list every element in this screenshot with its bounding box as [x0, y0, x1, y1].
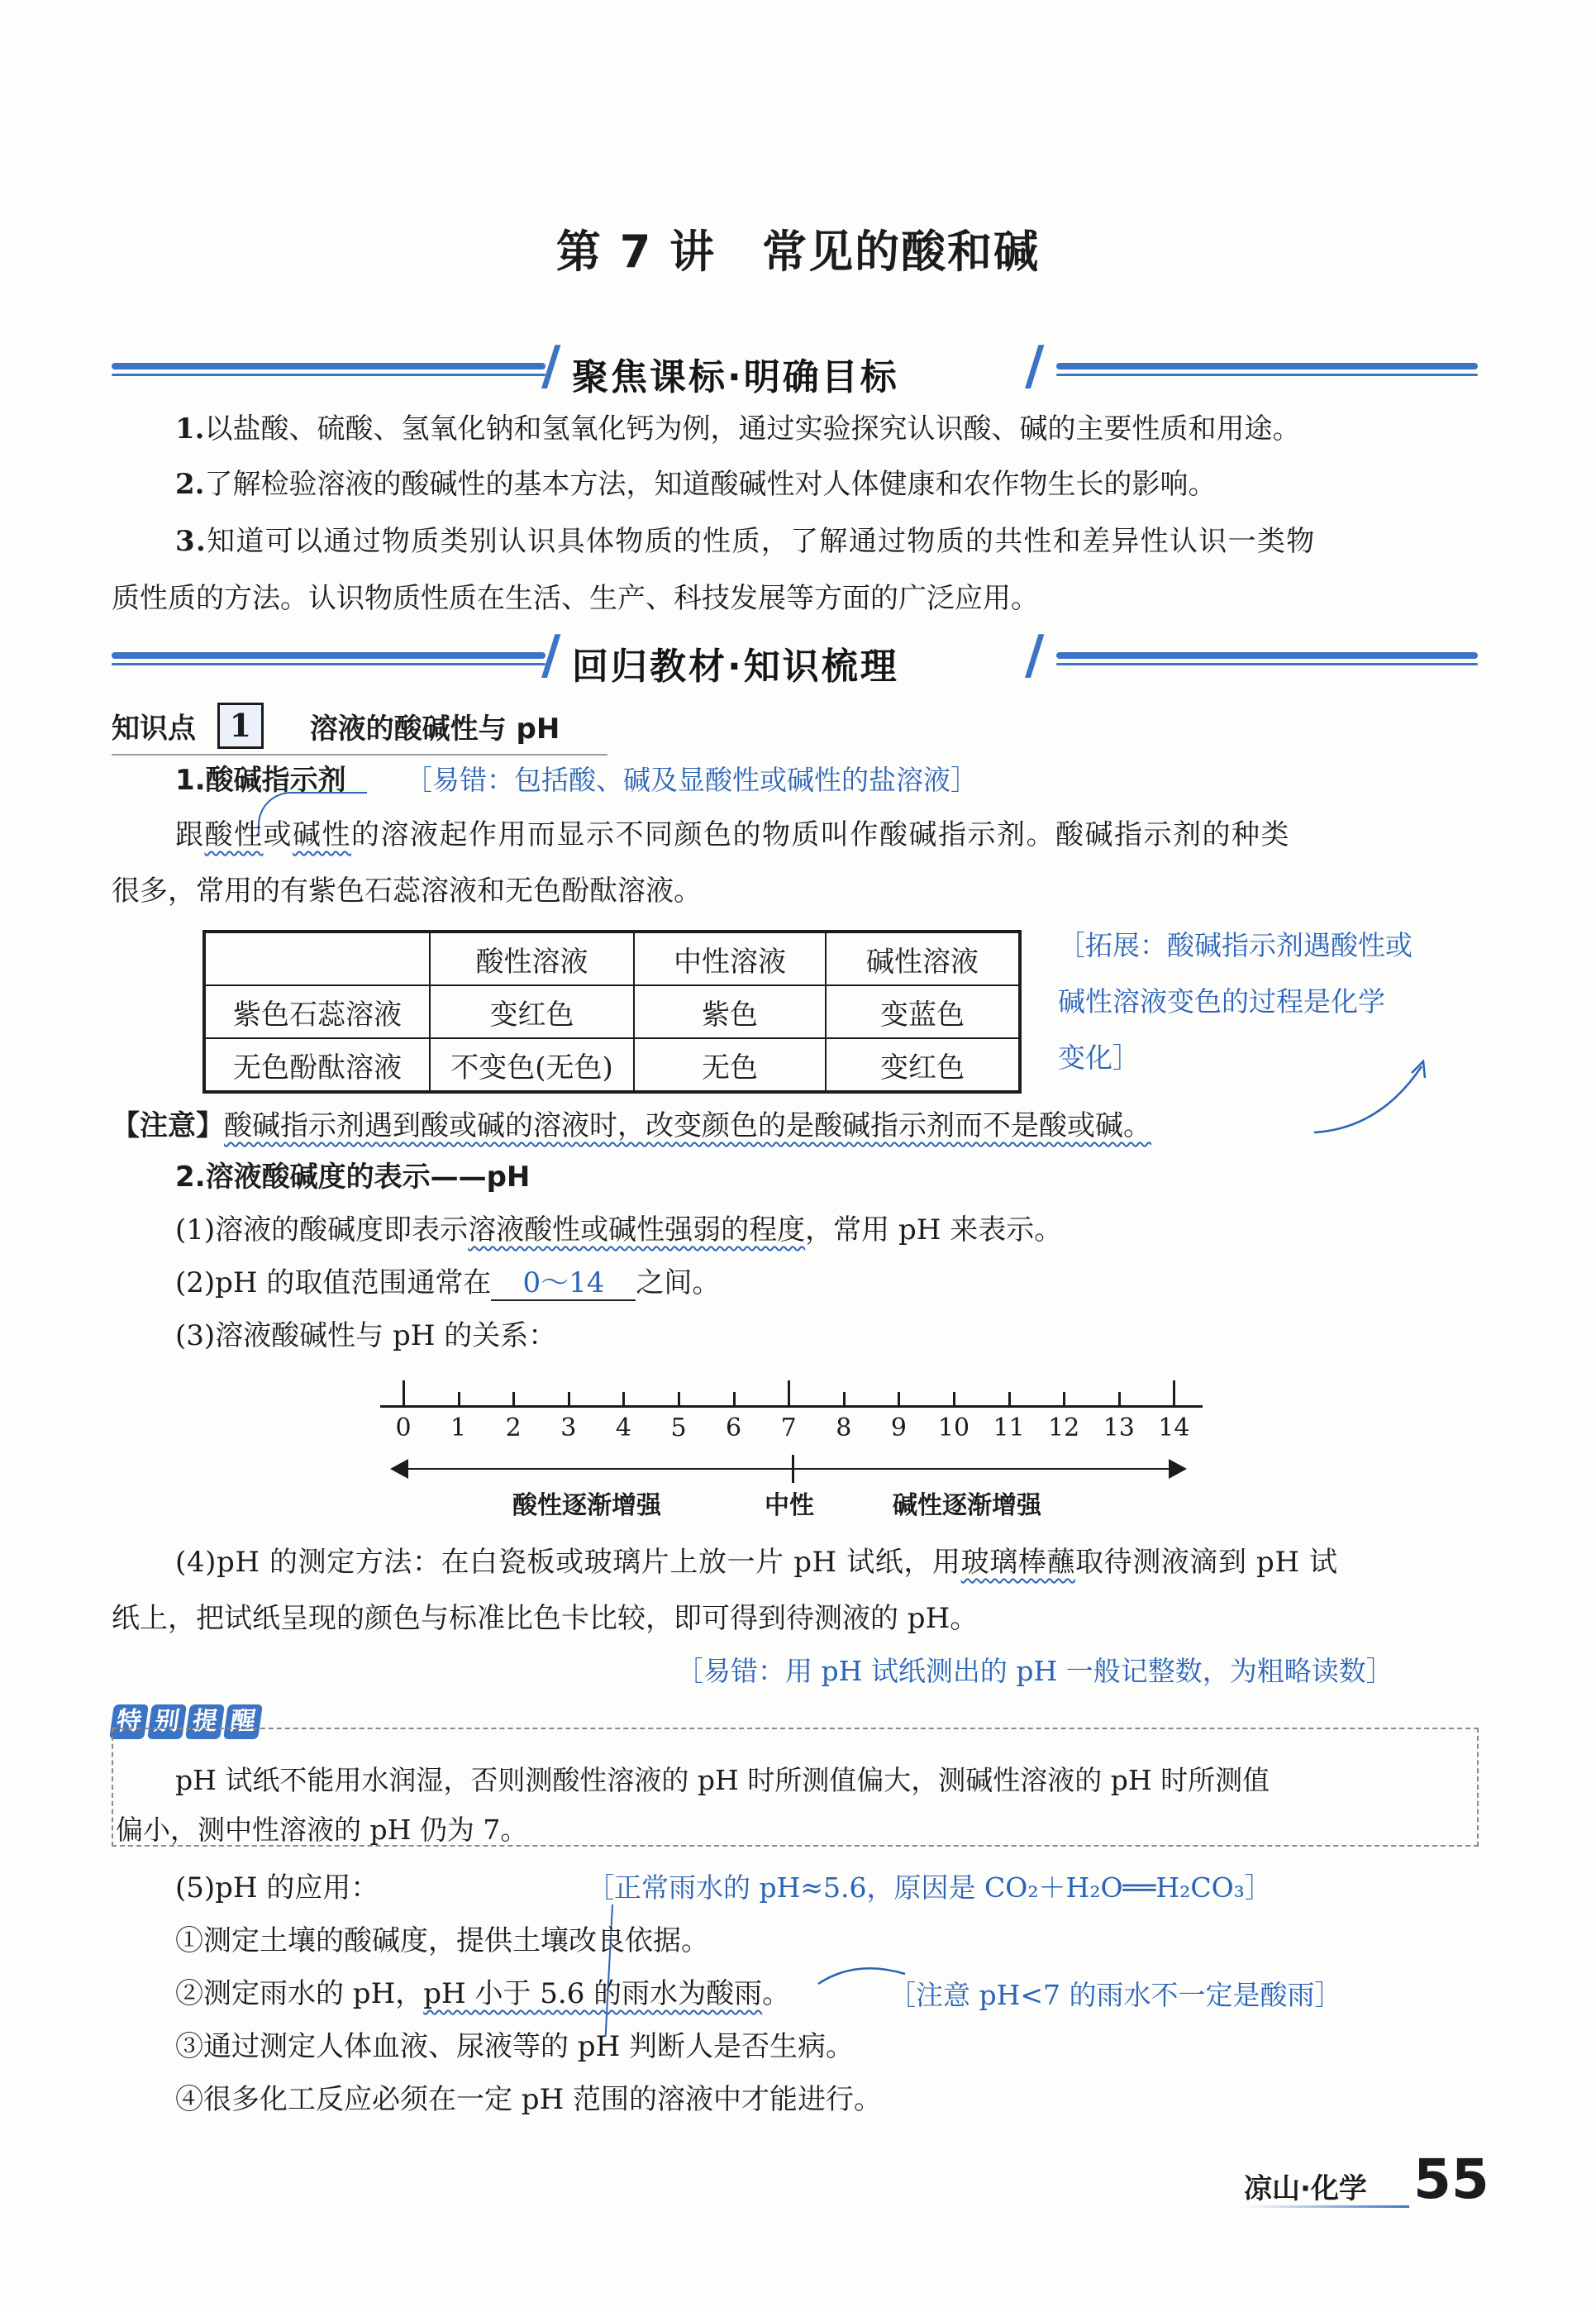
goal-3-cont: 质性质的方法。认识物质性质在生活、生产、科技发展等方面的广泛应用。: [112, 582, 1039, 615]
reminder-badge: 别: [147, 1704, 187, 1739]
s5-item-3: ③通过测定人体血液、尿液等的 pH 判断人是否生病。: [175, 2030, 855, 2063]
table-row: [204, 985, 1020, 1038]
page-title: 第 7 讲 常见的酸和碱: [555, 226, 1041, 278]
ph-tick: [1008, 1392, 1011, 1405]
answer-blank: 0～14: [491, 1266, 636, 1301]
s2-line-1: (1)溶液的酸碱度即表示溶液酸性或碱性强弱的程度，常用 pH 来表示。: [175, 1213, 1063, 1247]
table-cell: 无色: [634, 1038, 826, 1092]
indicator-table: [202, 930, 1022, 1094]
banner-slash-icon: /: [1025, 625, 1045, 686]
ph-tick: [568, 1392, 570, 1405]
s1-para-2: 很多，常用的有紫色石蕊溶液和无色酚酞溶液。: [112, 875, 702, 908]
goal-1: 1.以盐酸、硫酸、氢氧化钠和氢氧化钙为例，通过实验探究认识酸、碱的主要性质和用途。: [175, 412, 1301, 446]
ph-tick: [1063, 1392, 1065, 1405]
ph-base-label: 碱性逐渐增强: [893, 1491, 1041, 1520]
ph-arrow-right-icon: [1169, 1459, 1187, 1479]
banner-line-left-thin: [112, 374, 545, 376]
s2-heading: 2.溶液酸碱度的表示——pH: [175, 1161, 531, 1194]
ph-tick-label: 10: [937, 1413, 970, 1442]
ph-tick: [1173, 1380, 1175, 1405]
note-acid-rain: ［注意 pH<7 的雨水不一定是酸雨］: [889, 1979, 1342, 2011]
ph-tick: [788, 1380, 790, 1405]
ph-tick-label: 12: [1048, 1413, 1080, 1442]
ph-arrow-left-icon: [390, 1459, 408, 1479]
banner-goals: 聚焦课标·明确目标: [572, 356, 899, 398]
s5-item-4: ④很多化工反应必须在一定 pH 范围的溶液中才能进行。: [175, 2083, 883, 2116]
note-yicuo-indicator: ［易错：包括酸、碱及显酸性或碱性的盐溶液］: [405, 764, 978, 796]
banner-line-right: [1056, 363, 1478, 369]
table-header-cell: [204, 932, 430, 985]
ph-tick-label: 2: [505, 1413, 522, 1442]
banner-review: 回归教材·知识梳理: [572, 646, 899, 688]
s5-item-1: ①测定土壤的酸碱度，提供土壤改良依据。: [175, 1924, 709, 1957]
s1-para-1: 跟酸性或碱性的溶液起作用而显示不同颜色的物质叫作酸碱指示剂。酸碱指示剂的种类: [175, 818, 1290, 851]
ph-neutral-tick: [792, 1455, 794, 1483]
s2-line-2: (2)pH 的取值范围通常在 0～14 之间。: [175, 1266, 721, 1299]
ph-tick: [1118, 1392, 1121, 1405]
banner-slash-icon: /: [541, 336, 561, 397]
ph-arrow-line: [400, 1468, 1177, 1470]
ph-axis: [380, 1405, 1203, 1408]
s2-line-3: (3)溶液酸碱性与 pH 的关系：: [175, 1319, 557, 1352]
kp-underline: [112, 754, 607, 756]
note-tuozhan-3: 变化］: [1058, 1042, 1140, 1074]
ph-tick: [843, 1392, 846, 1405]
ph-tick: [622, 1392, 625, 1405]
table-cell: 无色酚酞溶液: [204, 1038, 430, 1092]
knowledge-point-heading: [112, 703, 560, 749]
banner-line-left-thin: [112, 663, 545, 665]
s5-heading: (5)pH 的应用：: [175, 1871, 379, 1904]
banner-line-left: [112, 652, 545, 659]
banner-slash-icon: /: [541, 625, 561, 686]
note-yicuo-ph-paper: ［易错：用 pH 试纸测出的 pH 一般记整数，为粗略读数］: [676, 1655, 1394, 1687]
ph-tick-label: 3: [560, 1413, 577, 1442]
reminder-badge: 特: [109, 1704, 149, 1739]
note-normal-rain: ［正常雨水的 pH≈5.6，原因是 CO₂＋H₂O══H₂CO₃］: [587, 1871, 1272, 1904]
s4-line-2: 纸上，把试纸呈现的颜色与标准比色卡比较，即可得到待测液的 pH。: [112, 1602, 979, 1635]
ph-tick: [678, 1392, 680, 1405]
reminder-line-2: 偏小，测中性溶液的 pH 仍为 7。: [116, 1814, 528, 1846]
table-cell: 紫色石蕊溶液: [204, 985, 430, 1038]
banner-line-right-thin: [1056, 374, 1478, 376]
ph-acid-label: 酸性逐渐增强: [512, 1491, 661, 1520]
s1-heading: 1.酸碱指示剂: [175, 764, 346, 797]
ph-tick-label: 0: [395, 1413, 412, 1442]
goal-2: 2.了解检验溶液的酸碱性的基本方法，知道酸碱性对人体健康和农作物生长的影响。: [175, 468, 1217, 501]
kp-label: 知识点: [112, 712, 196, 746]
ph-tick-label: 1: [450, 1413, 467, 1442]
banner-line-right-thin: [1056, 663, 1478, 665]
ph-tick: [733, 1392, 736, 1405]
table-cell: 紫色: [634, 985, 826, 1038]
table-header-cell: 酸性溶液: [430, 932, 634, 985]
ph-tick: [512, 1392, 515, 1405]
ph-tick-label: 9: [890, 1413, 907, 1442]
ph-tick: [898, 1392, 900, 1405]
s4-line-1: (4)pH 的测定方法：在白瓷板或玻璃片上放一片 pH 试纸，用玻璃棒蘸取待测液滴到 pH 试: [175, 1546, 1338, 1579]
ph-tick-label: 4: [615, 1413, 631, 1442]
banner-line-right: [1056, 652, 1478, 659]
ph-tick-label: 11: [993, 1413, 1025, 1442]
indicator-table-wrap: [202, 930, 1022, 1094]
reminder-line-1: pH 试纸不能用水润湿，否则测酸性溶液的 pH 时所测值偏大，测碱性溶液的 pH 时所测值: [175, 1764, 1270, 1796]
ph-tick: [458, 1392, 460, 1405]
page-number: 55: [1413, 2148, 1489, 2211]
table-header-cell: 碱性溶液: [826, 932, 1020, 985]
table-row: [204, 1038, 1020, 1092]
ph-tick: [403, 1380, 405, 1405]
note-tuozhan-2: 碱性溶液变色的过程是化学: [1058, 985, 1385, 1018]
ph-tick-label: 5: [670, 1413, 687, 1442]
ph-tick: [953, 1392, 955, 1405]
note-tuozhan-1: ［拓展：酸碱指示剂遇酸性或: [1058, 929, 1413, 961]
table-cell: 变红色: [826, 1038, 1020, 1092]
kp-number: 1: [217, 703, 264, 749]
footer-label: 凉山·化学: [1244, 2172, 1367, 2205]
ph-tick-label: 13: [1103, 1413, 1135, 1442]
ph-tick-label: 8: [836, 1413, 852, 1442]
kp-title: 溶液的酸碱性与 pH: [309, 712, 560, 746]
ph-neutral-label: 中性: [765, 1491, 814, 1520]
table-cell: 变红色: [430, 985, 634, 1038]
reminder-badge: 醒: [223, 1704, 263, 1739]
ph-tick-label: 14: [1158, 1413, 1190, 1442]
footer-underline: [1244, 2205, 1409, 2208]
goal-3: 3.知道可以通过物质类别认识具体物质的性质，了解通过物质的共性和差异性认识一类物: [175, 525, 1316, 558]
ph-tick-label: 7: [780, 1413, 797, 1442]
s5-item-2: ②测定雨水的 pH，pH 小于 5.6 的雨水为酸雨。: [175, 1977, 791, 2010]
zhuyi-note: 【注意】酸碱指示剂遇到酸或碱的溶液时，改变颜色的是酸碱指示剂而不是酸或碱。: [112, 1109, 1151, 1142]
reminder-badge: 提: [185, 1704, 225, 1739]
banner-line-left: [112, 363, 545, 369]
note-arrow-icon: [1306, 1050, 1438, 1141]
table-cell: 不变色(无色): [430, 1038, 634, 1092]
ph-tick-label: 6: [726, 1413, 742, 1442]
banner-slash-icon: /: [1025, 336, 1045, 397]
table-header-cell: 中性溶液: [634, 932, 826, 985]
table-cell: 变蓝色: [826, 985, 1020, 1038]
